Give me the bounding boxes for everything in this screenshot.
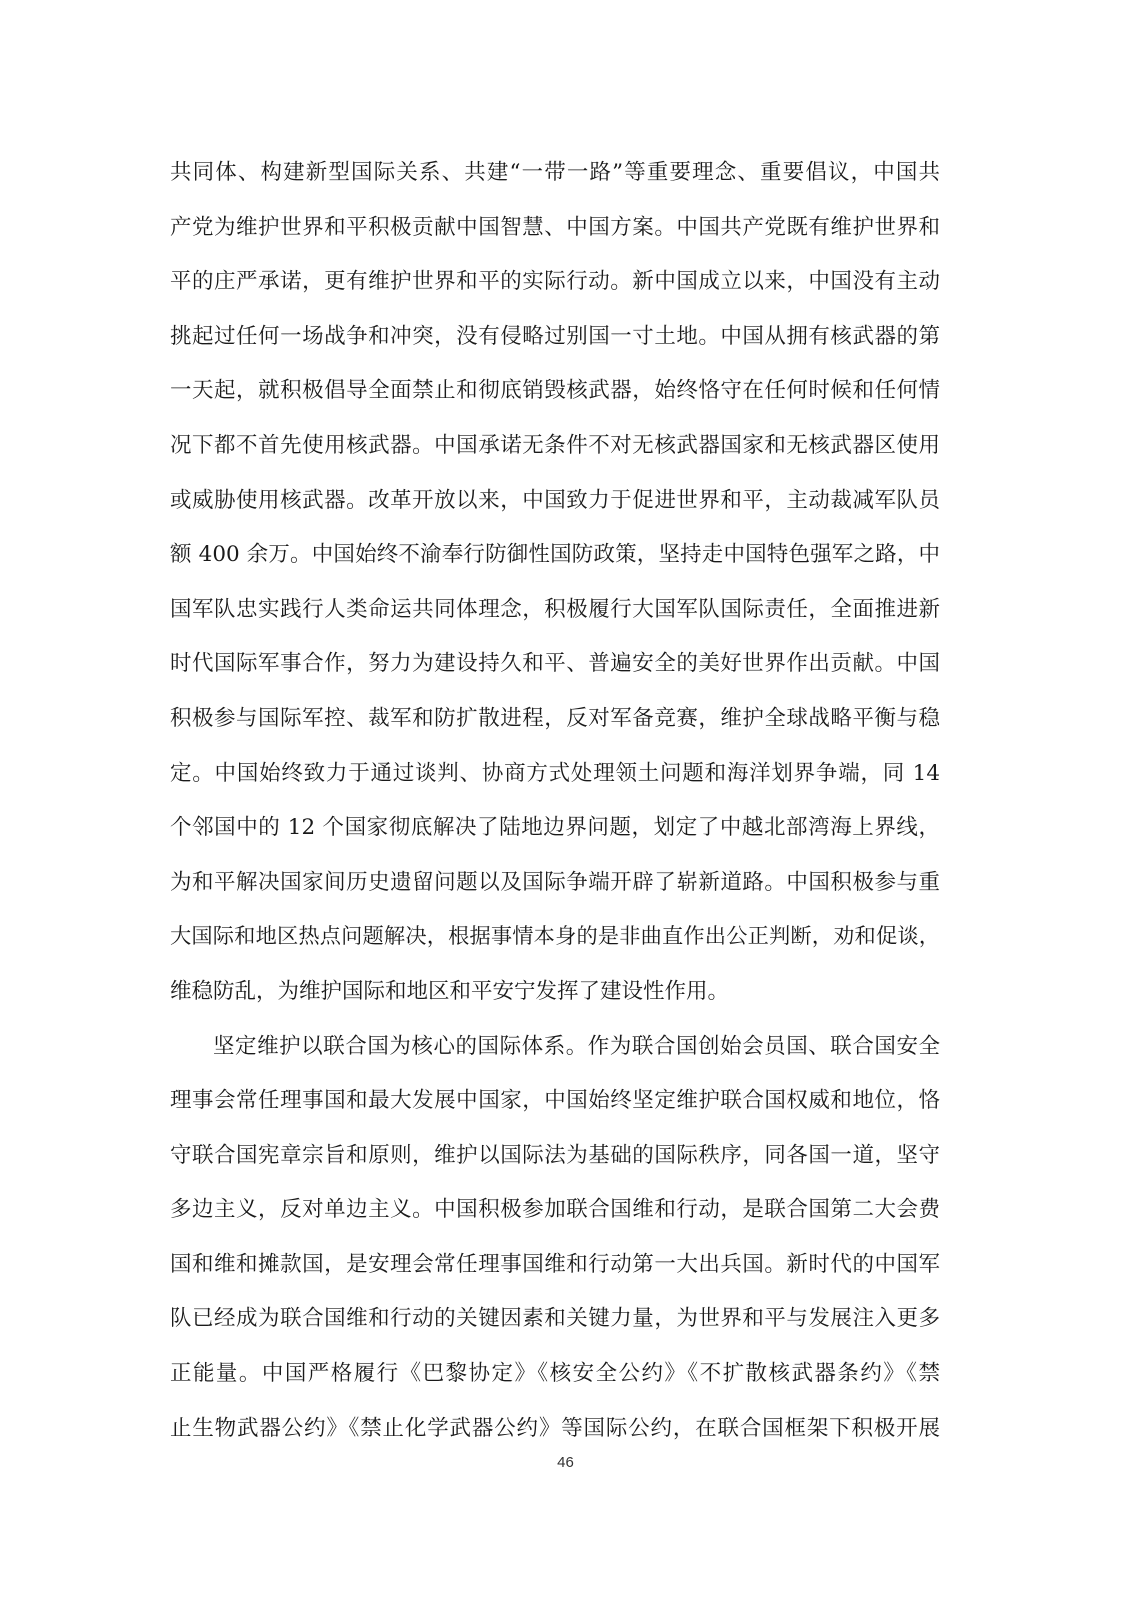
text-line: 定。中国始终致力于通过谈判、协商方式处理领土问题和海洋划界争端，同 14 [170,760,940,786]
text-line: 队已经成为联合国维和行动的关键因素和关键力量，为世界和平与发展注入更多 [170,1306,940,1332]
text-line: 挑起过任何一场战争和冲突，没有侵略过别国一寸土地。中国从拥有核武器的第 [170,323,940,349]
text-line: 或威胁使用核武器。改革开放以来，中国致力于促进世界和平，主动裁减军队员 [170,487,940,513]
page-number: 46 [557,1454,574,1471]
text-line: 积极参与国际军控、裁军和防扩散进程，反对军备竞赛，维护全球战略平衡与稳 [170,705,940,731]
text-line: 额 400 余万。中国始终不渝奉行防御性国防政策，坚持走中国特色强军之路，中 [170,542,940,568]
text-line: 平的庄严承诺，更有维护世界和平的实际行动。新中国成立以来，中国没有主动 [170,269,940,295]
text-line: 为和平解决国家间历史遗留问题以及国际争端开辟了崭新道路。中国积极参与重 [170,869,940,895]
text-line: 守联合国宪章宗旨和原则，维护以国际法为基础的国际秩序，同各国一道，坚守 [170,1142,940,1168]
text-line: 维稳防乱，为维护国际和地区和平安宁发挥了建设性作用。 [170,978,730,1004]
text-line: 时代国际军事合作，努力为建设持久和平、普遍安全的美好世界作出贡献。中国 [170,651,940,677]
paragraph-1 [170,146,940,1020]
text-line: 个邻国中的 12 个国家彻底解决了陆地边界问题，划定了中越北部湾海上界线， [170,815,940,841]
paragraph-2 [170,1020,940,1457]
text-line: 况下都不首先使用核武器。中国承诺无条件不对无核武器国家和无核武器区使用 [170,432,940,458]
text-line: 国军队忠实践行人类命运共同体理念，积极履行大国军队国际责任，全面推进新 [170,596,940,622]
text-line: 一天起，就积极倡导全面禁止和彻底销毁核武器，始终恪守在任何时候和任何情 [170,378,940,404]
text-line: 坚定维护以联合国为核心的国际体系。作为联合国创始会员国、联合国安全 [213,1033,940,1059]
text-line: 多边主义，反对单边主义。中国积极参加联合国维和行动，是联合国第二大会费 [170,1197,940,1223]
text-line: 正能量。中国严格履行《巴黎协定》《核安全公约》《不扩散核武器条约》《禁 [170,1361,940,1387]
text-line: 理事会常任理事国和最大发展中国家，中国始终坚定维护联合国权威和地位，恪 [170,1088,940,1114]
text-line: 止生物武器公约》《禁止化学武器公约》等国际公约，在联合国框架下积极开展 [170,1415,940,1441]
text-line: 大国际和地区热点问题解决，根据事情本身的是非曲直作出公正判断，劝和促谈， [170,924,940,950]
body-text [170,146,940,1456]
text-line: 共同体、构建新型国际关系、共建“一带一路”等重要理念、重要倡议，中国共 [170,160,940,185]
text-line: 国和维和摊款国，是安理会常任理事国维和行动第一大出兵国。新时代的中国军 [170,1251,940,1277]
text-line: 产党为维护世界和平积极贡献中国智慧、中国方案。中国共产党既有维护世界和 [170,214,940,240]
